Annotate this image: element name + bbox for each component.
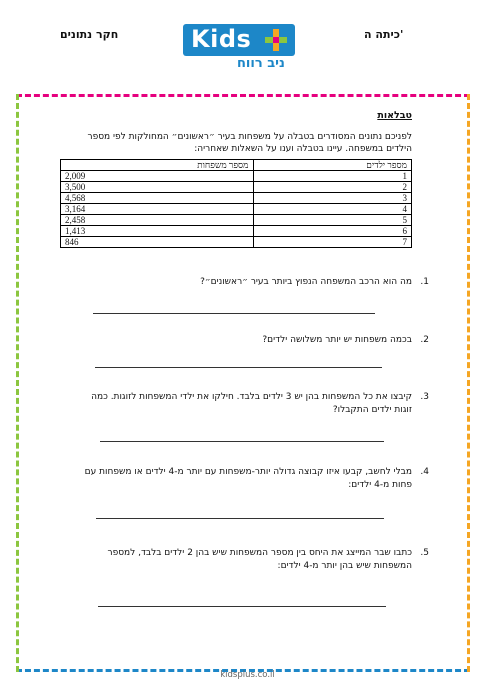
question-2 <box>82 334 429 347</box>
question-5 <box>82 547 429 573</box>
question-1 <box>82 276 429 289</box>
question-3 <box>82 391 429 417</box>
question-number: 3. <box>420 392 429 402</box>
subject-title: חקר נתונים <box>60 28 119 41</box>
table-row <box>61 237 412 248</box>
table-cell: 2,458 <box>61 215 254 226</box>
answer-line-4[interactable] <box>96 518 384 519</box>
table-cell: 4,568 <box>61 193 254 204</box>
table-row <box>61 193 412 204</box>
question-text: כתבו שבר המייצג את היחס בין מספר המשפחות שיש בהן 2 ילדים בלבד, למספר המשפחות שיש בהן יותר מ-4 ילדים: <box>107 548 412 571</box>
table-header-row <box>61 160 412 171</box>
question-4 <box>82 466 429 492</box>
question-number: 4. <box>420 467 429 477</box>
table-cell: 7 <box>253 237 411 248</box>
plus-icon-center <box>273 37 279 43</box>
table-cell: 2,009 <box>61 171 254 182</box>
intro-text: לפניכם נתונים המסודרים בטבלה על משפחות בעיר ״ראשונים״ המחולקות לפי מספר הילדים במשפחה. עיינו בטבלה וענו על השאלות שאחריה: <box>87 132 412 154</box>
frame-top-border <box>16 94 470 97</box>
table-row <box>61 215 412 226</box>
answer-line-5[interactable] <box>98 606 386 607</box>
grade-label: כיתה ה' <box>364 28 404 41</box>
answer-line-3[interactable] <box>100 441 384 442</box>
question-text: מבלי לחשב, קבעו איזו קבוצה גדולה יותר-משפחות עם יותר מ-4 ילדים או משפחות עם פחות מ-4 ילדים: <box>84 467 412 490</box>
column-header: מספר ילדים <box>253 160 411 171</box>
answer-line-2[interactable] <box>95 367 382 368</box>
column-header: מספר משפחות <box>61 160 254 171</box>
table-row <box>61 204 412 215</box>
table-cell: 2 <box>253 182 411 193</box>
section-title: טבלאות <box>377 110 412 121</box>
question-text: מה הוא הרכב המשפחה הנפוץ ביותר בעיר ״ראשונים״? <box>200 277 412 287</box>
families-table <box>60 159 412 248</box>
table-row <box>61 171 412 182</box>
table-cell: 3,164 <box>61 204 254 215</box>
table-cell: 846 <box>61 237 254 248</box>
logo-text: Kids <box>191 25 252 53</box>
table-row <box>61 226 412 237</box>
table-cell: 1,413 <box>61 226 254 237</box>
question-text: בכמה משפחות יש יותר משלושה ילדים? <box>262 335 412 345</box>
worksheet-content <box>60 110 412 248</box>
question-number: 2. <box>420 335 429 345</box>
table-cell: 5 <box>253 215 411 226</box>
logo-subtitle: ניב רווח <box>237 56 285 71</box>
table-cell: 1 <box>253 171 411 182</box>
answer-line-1[interactable] <box>93 313 375 314</box>
question-text: קיבצו את כל המשפחות בהן יש 3 ילדים בלבד. חילקו את ילדי המשפחות לזוגות. כמה זוגות ילדים התקבלו? <box>91 392 412 415</box>
table-cell: 6 <box>253 226 411 237</box>
kids-plus-logo <box>183 24 295 74</box>
question-number: 5. <box>420 548 429 558</box>
table-row <box>61 182 412 193</box>
footer-url[interactable]: kidsplus.co.il <box>220 670 275 680</box>
table-cell: 3,500 <box>61 182 254 193</box>
question-number: 1. <box>420 277 429 287</box>
frame-left-border <box>16 94 19 672</box>
table-cell: 4 <box>253 204 411 215</box>
table-cell: 3 <box>253 193 411 204</box>
frame-right-border <box>467 94 470 672</box>
